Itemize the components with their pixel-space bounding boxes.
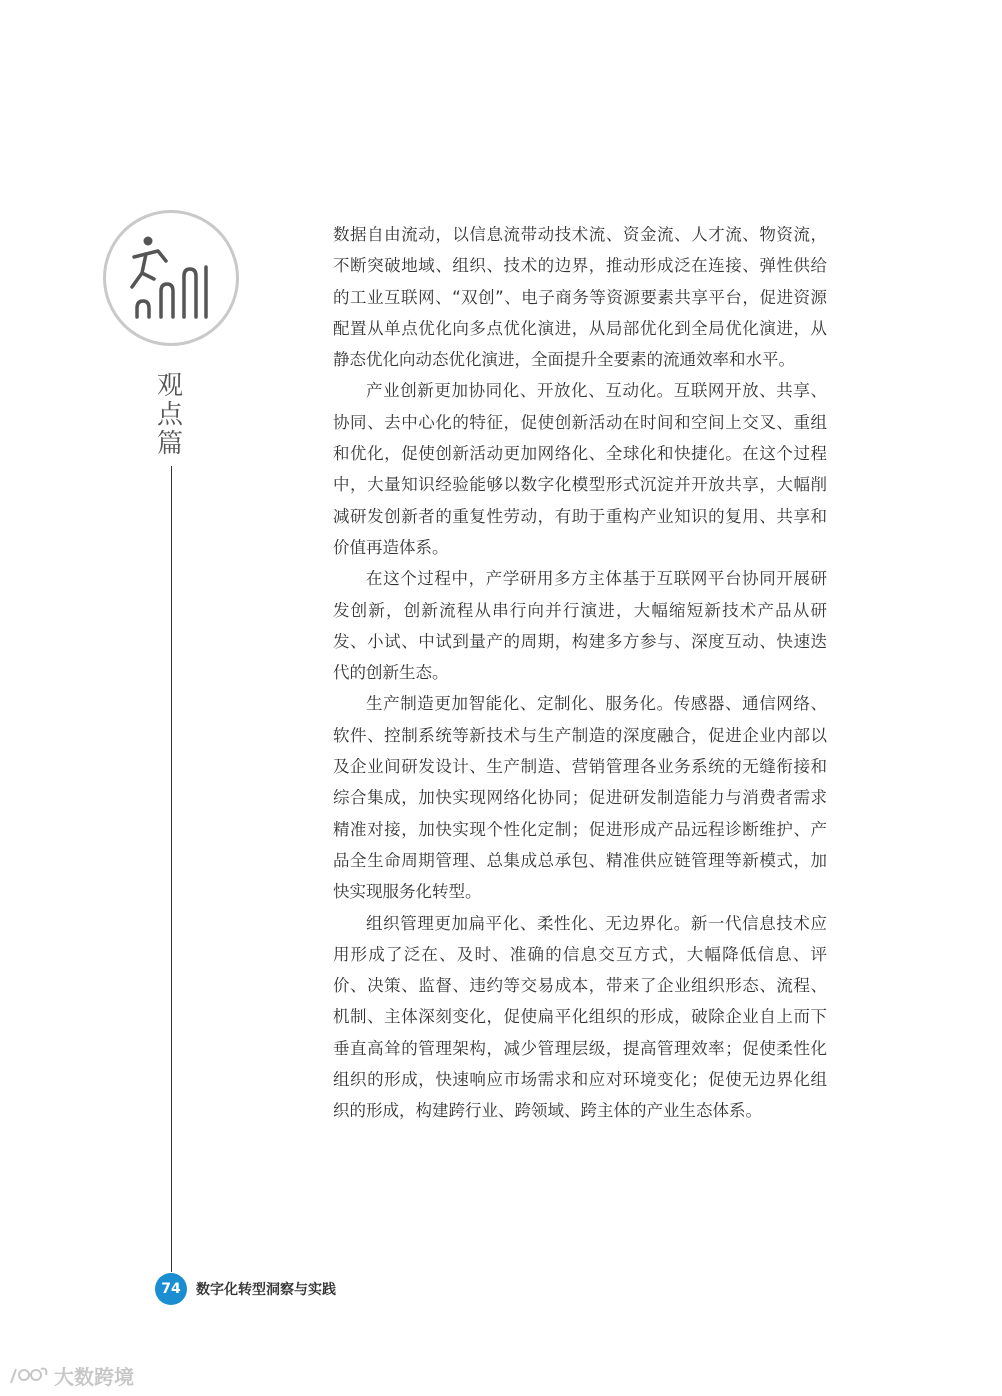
paragraph: 组织管理更加扁平化、柔性化、无边界化。新一代信息技术应用形成了泛在、及时、准确的信息交互方式，大幅降低信息、评价、决策、监督、违约等交易成本，带来了企业组织形态、流程、机制、主体深刻变化，促使扁平化组织的形成，破除企业自上而下垂直高耸的管理架构，减少管理层级，提高管理效率；促使柔性化组织的形成，快速响应市场需求和应对环境变化；促使无边界化组织的形成，构建跨行业、跨领域、跨主体的产业生态体系。 — [333, 913, 827, 1121]
vertical-divider — [171, 466, 172, 1272]
person-climbing-bars-icon — [106, 213, 236, 343]
paragraph: 生产制造更加智能化、定制化、服务化。传感器、通信网络、软件、控制系统等新技术与生产制造的深度融合，促进企业内部以及企业间研发设计、生产制造、营销管理各业务系统的无缝衔接和综合集成，加快实现网络化协同；促进研发制造能力与消费者需求精准对接，加快实现个性化定制；促进形成产品远程诊断维护、产品全生命周期管理、总集成总承包、精准供应链管理等新模式，加快实现服务化转型。 — [333, 694, 827, 902]
section-title: 观点篇 — [156, 371, 183, 459]
page-number-badge: 74 — [155, 1273, 187, 1305]
paragraph: 在这个过程中，产学研用多方主体基于互联网平台协同开展研发创新，创新流程从串行向并行演进，大幅缩短新技术产品从研发、小试、中试到量产的周期，构建多方参与、深度互动、快速迭代的创新生态。 — [333, 569, 827, 683]
watermark-logo-icon — [8, 1363, 50, 1387]
watermark-text: 大数跨境 — [54, 1364, 134, 1389]
book-title: 数字化转型洞察与实践 — [196, 1282, 336, 1298]
paragraph: 产业创新更加协同化、开放化、互动化。互联网开放、共享、协同、去中心化的特征，促使创新活动在时间和空间上交叉、重组和优化，促使创新活动更加网络化、全球化和快捷化。在这个过程中，大量知识经验能够以数字化模型形式沉淀并开放共享，大幅削减研发创新者的重复性劳动，有助于重构产业知识的复用、共享和价值再造体系。 — [333, 381, 827, 557]
chapter-emblem — [103, 210, 239, 346]
paragraph: 数据自由流动，以信息流带动技术流、资金流、人才流、物资流，不断突破地域、组织、技术的边界，推动形成泛在连接、弹性供给的工业互联网、“双创”、电子商务等资源要素共享平台，促进资源配置从单点优化向多点优化演进，从局部优化到全局优化演进，从静态优化向动态优化演进，全面提升全要素的流通效率和水平。 — [333, 225, 827, 370]
watermark — [8, 1362, 134, 1388]
body-text — [333, 219, 827, 1127]
